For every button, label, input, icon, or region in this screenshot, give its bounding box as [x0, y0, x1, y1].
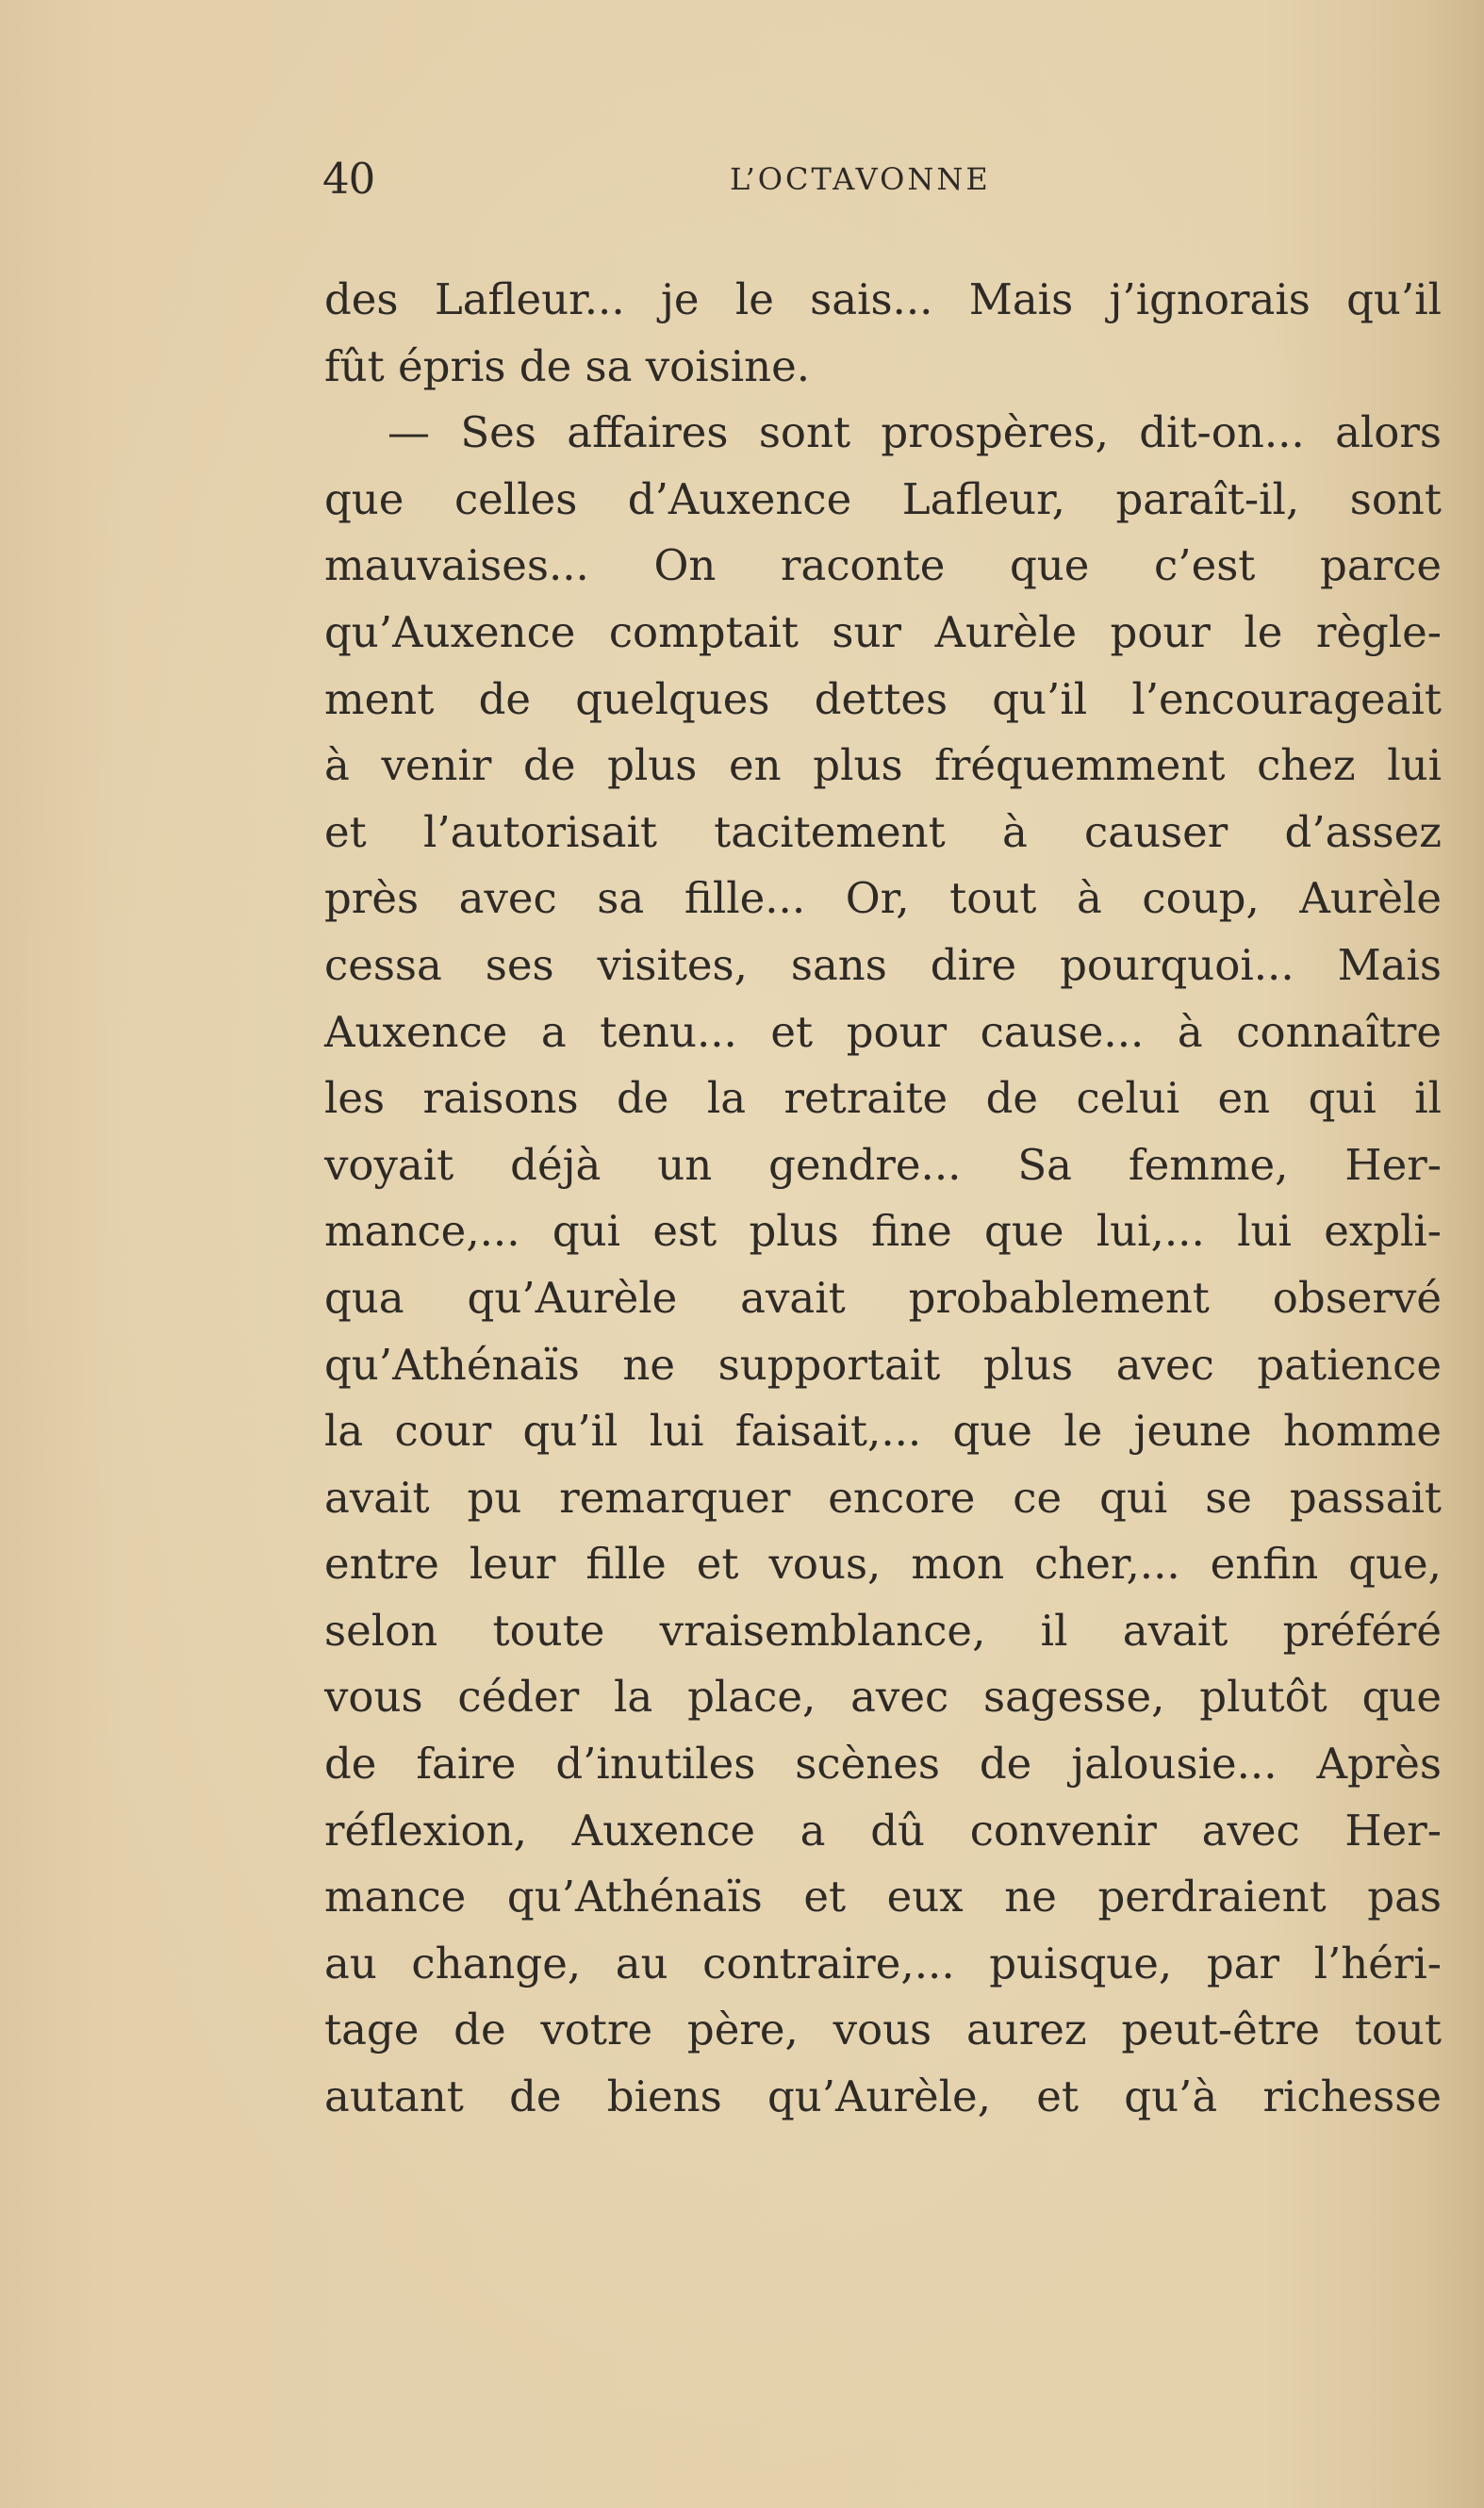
- text-line: mauvaises... On raconte que c’est parce: [324, 540, 1442, 591]
- text-line: qu’Auxence comptait sur Aurèle pour le règle-: [324, 606, 1442, 657]
- text-line: des Lafleur... je le sais... Mais j’ignorais qu’il: [324, 274, 1442, 324]
- text-line: autant de biens qu’Aurèle, et qu’à richesse: [324, 2071, 1442, 2122]
- text-line: réflexion, Auxence a dû convenir avec Her-: [324, 1805, 1442, 1856]
- text-line: les raisons de la retraite de celui en qui il: [324, 1073, 1442, 1124]
- running-title: L’OCTAVONNE: [730, 161, 991, 197]
- text-line: mance,... qui est plus fine que lui,... lui expli-: [324, 1206, 1442, 1257]
- text-line: ment de quelques dettes qu’il l’encourageait: [324, 673, 1442, 724]
- text-line: mance qu’Athénaïs et eux ne perdraient pas: [324, 1872, 1442, 1922]
- text-line: cessa ses visites, sans dire pourquoi... Mais: [324, 939, 1442, 990]
- text-line: Auxence a tenu... et pour cause... à connaître: [324, 1006, 1442, 1057]
- text-line: fût épris de sa voisine.: [324, 340, 811, 391]
- text-line: près avec sa fille... Or, tout à coup, Aurèle: [324, 873, 1442, 924]
- text-line: — Ses affaires sont prospères, dit-on... alors: [387, 407, 1442, 458]
- text-line: de faire d’inutiles scènes de jalousie... Après: [324, 1739, 1442, 1790]
- text-line: qua qu’Aurèle avait probablement observé: [324, 1272, 1442, 1323]
- text-line: avait pu remarquer encore ce qui se passait: [324, 1472, 1442, 1523]
- text-line: vous céder la place, avec sagesse, plutôt que: [324, 1672, 1442, 1723]
- text-line: et l’autorisait tacitement à causer d’assez: [324, 806, 1442, 857]
- text-line: entre leur fille et vous, mon cher,... enfin que,: [324, 1539, 1442, 1590]
- text-line: la cour qu’il lui faisait,... que le jeune homme: [324, 1406, 1442, 1457]
- text-line: tage de votre père, vous aurez peut-être tout: [324, 2005, 1442, 2055]
- text-line: selon toute vraisemblance, il avait préféré: [324, 1605, 1442, 1656]
- text-line: voyait déjà un gendre... Sa femme, Her-: [324, 1139, 1442, 1190]
- body-text: [324, 267, 1442, 2131]
- page-header: [322, 151, 1435, 207]
- page-number: 40: [322, 154, 375, 204]
- text-line: au change, au contraire,... puisque, par l’héri-: [324, 1938, 1442, 1988]
- text-line: à venir de plus en plus fréquemment chez lui: [324, 740, 1442, 791]
- text-line: que celles d’Auxence Lafleur, paraît-il, sont: [324, 473, 1442, 524]
- text-line: qu’Athénaïs ne supportait plus avec patience: [324, 1339, 1442, 1390]
